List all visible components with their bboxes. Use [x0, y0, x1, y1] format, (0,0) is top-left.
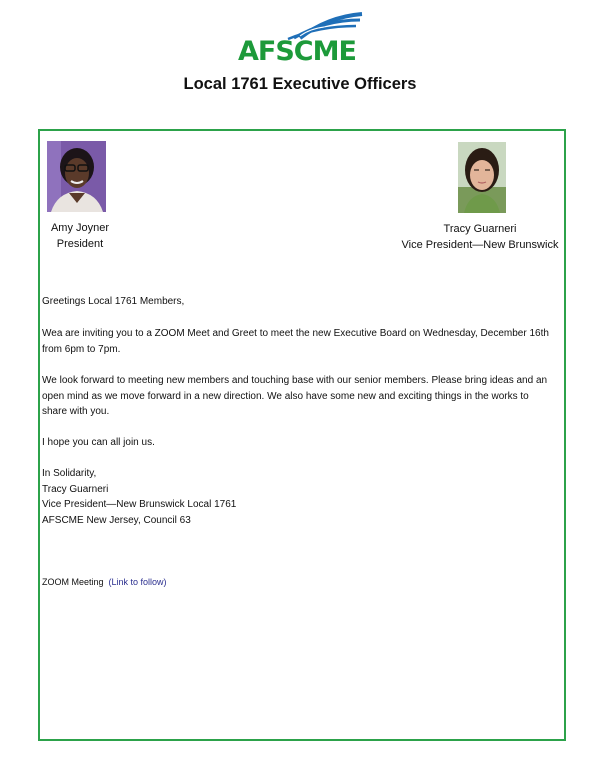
- zoom-label: ZOOM Meeting: [42, 577, 104, 587]
- signature-line: AFSCME New Jersey, Council 63: [42, 514, 191, 526]
- tracy-guarneri-photo: [458, 142, 506, 213]
- signature-line: Vice President—New Brunswick Local 1761: [42, 499, 237, 510]
- officer-role: Vice President—New Brunswick: [401, 239, 559, 251]
- zoom-meeting-line: [42, 577, 167, 587]
- letter-greeting: Greetings Local 1761 Members,: [42, 296, 185, 307]
- page-title: Local 1761 Executive Officers: [183, 75, 417, 93]
- signature-line: Tracy Guarneri: [42, 483, 109, 495]
- officer-name: Amy Joyner: [50, 222, 110, 234]
- afscme-logo: [238, 8, 363, 67]
- logo-wordmark: AFSCME: [238, 36, 356, 67]
- officer-role: President: [56, 238, 104, 250]
- letter-signature-block: [42, 466, 552, 528]
- letter-closing: In Solidarity,: [42, 468, 97, 479]
- officer-caption-amy: [30, 220, 130, 252]
- amy-joyner-photo: [47, 141, 106, 212]
- zoom-link[interactable]: (Link to follow): [108, 577, 167, 587]
- letter-paragraph: We look forward to meeting new members and touching base with our senior members. Please bring ideas and an open mind as we move forward in a new direction. We also have some new and exciting things in the works to share with you.: [42, 375, 548, 417]
- officer-name: Tracy Guarneri: [443, 223, 517, 235]
- officer-caption-tracy: [380, 221, 580, 253]
- letter-paragraph: I hope you can all join us.: [42, 437, 155, 448]
- letter-paragraph: Wea are inviting you to a ZOOM Meet and Greet to meet the new Executive Board on Wednesday, December 16th from 6pm to 7pm.: [42, 328, 549, 355]
